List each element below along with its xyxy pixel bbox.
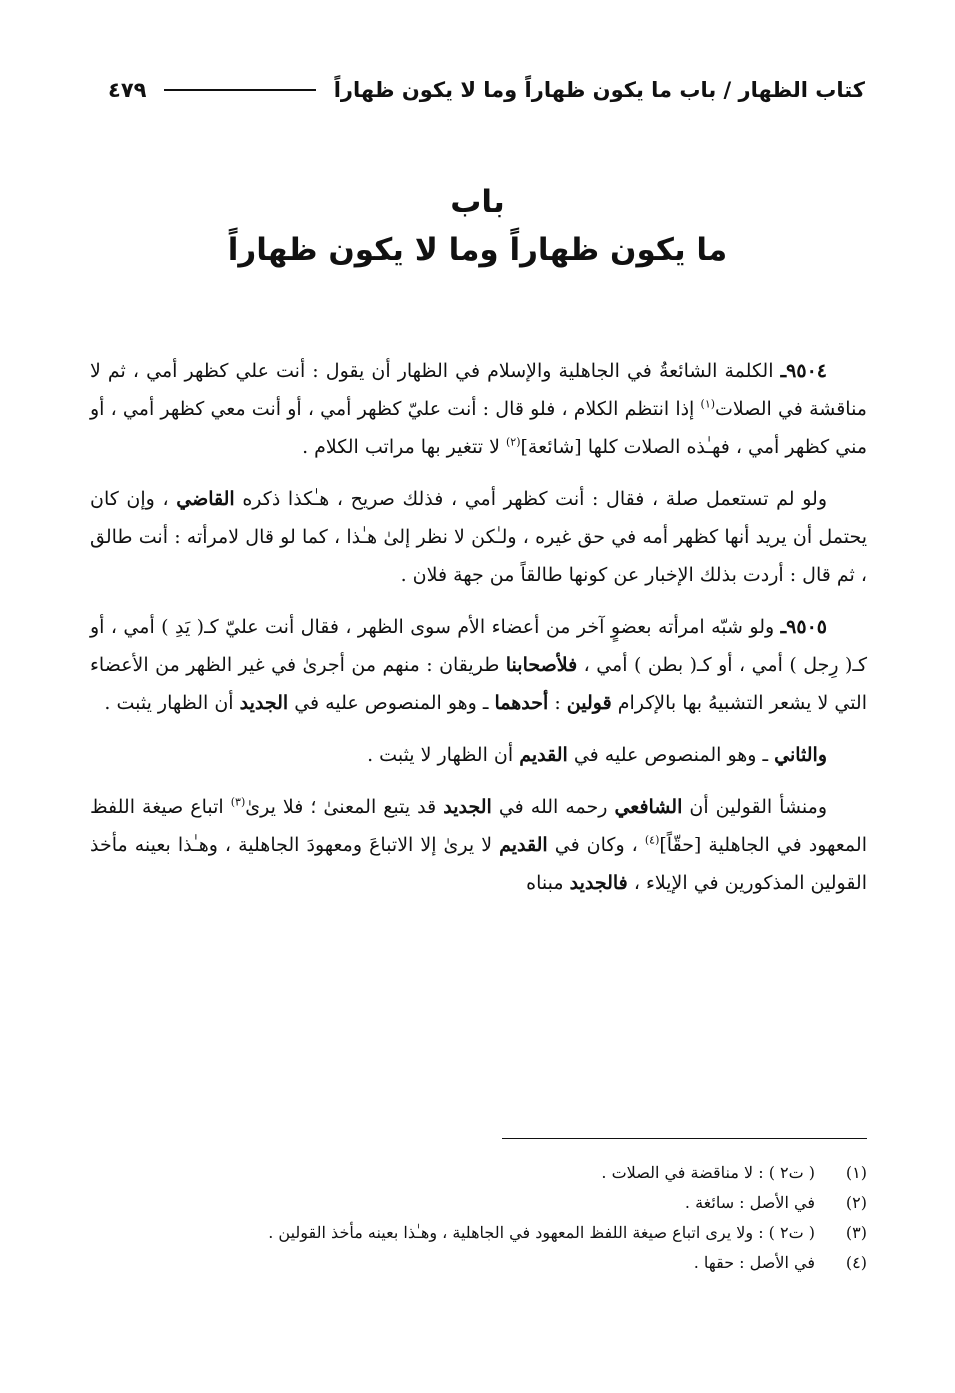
bold-term: القديم — [499, 834, 548, 856]
footnote-text: في الأصل : حقها . — [693, 1253, 815, 1272]
paragraph-text: اتباع صيغة اللفظ المعهود في الجاهلية [حقّاً] — [90, 796, 867, 856]
paragraph-text: إذا انتظم الكلام ، فلو قال : أنت عليّ كظهر أمي ، أو أنت معي كظهر أمي ، أو مني كظهر أمي ، فهـٰذه الصلات كلها [شائعة] — [90, 398, 867, 458]
footnote-number: (٤) — [845, 1253, 867, 1272]
issue-number: ٩٥٠٥ـ — [780, 616, 827, 638]
running-header — [108, 72, 865, 108]
bold-term: أحدهما — [494, 692, 549, 714]
bold-term: والثاني — [774, 744, 827, 766]
bold-term: فلأصحابنا — [505, 654, 578, 676]
paragraph-text: ـ وهو المنصوص عليه في — [567, 744, 775, 766]
footnote — [90, 1218, 867, 1248]
paragraph-text: ولو شبّه امرأته بعضوٍ آخر من أعضاء الأم سوى الظهر ، فقال أنت عليّ كـ( يَدِ ) أمي ، أو كـ( رِجل ) أمي ، أو كـ( بطن ) أمي ، — [90, 616, 867, 676]
paragraph-text: مبناه — [526, 872, 570, 894]
bold-term: الجديد — [239, 692, 289, 714]
paragraph-9505 — [90, 608, 867, 722]
chapter-label: باب — [450, 184, 505, 220]
bold-term: الشافعي — [614, 796, 683, 818]
chapter-heading — [90, 180, 865, 276]
paragraph-text: ، وكان في — [547, 834, 645, 856]
running-title: كتاب الظهار / باب ما يكون ظهاراً وما لا يكون ظهاراً — [333, 78, 865, 102]
paragraph-sarih — [90, 480, 867, 594]
paragraph-text: أن الظهار يثبت . — [104, 692, 240, 714]
footnote-text: ( ت٢ ) : لا مناقضة في الصلات . — [601, 1163, 815, 1182]
issue-number: ٩٥٠٤ـ — [780, 360, 827, 382]
bold-term: القديم — [519, 744, 568, 766]
paragraph-9504 — [90, 352, 867, 466]
footnote-ref: (٤) — [644, 833, 660, 847]
paragraph-text: ، وإن كان يحتمل أن يريد أنها كظهر أمه في حق غيره ، ولـٰكن لا نظر إلىٰ هـٰذا ، كما لو قال لامرأته : أنت طالق ، ثم قال : أردت بذلك الإخبار عن كونها طالقاً من جهة فلان . — [90, 488, 867, 586]
footnote-text: ( ت٢ ) : ولا يرى اتباع صيغة اللفظ المعهود في الجاهلية ، وهـٰذا بعينه مأخذ القولين . — [268, 1223, 815, 1242]
footnote-text: في الأصل : سائغة . — [684, 1193, 815, 1212]
footnote — [90, 1158, 867, 1188]
paragraph-text: أن الظهار لا يثبت . — [367, 744, 520, 766]
footnote-number: (٢) — [845, 1193, 867, 1212]
paragraph-text: قد يتبع المعنىٰ ؛ فلا يرىٰ — [245, 796, 444, 818]
header-rule — [164, 89, 315, 91]
paragraph-text: : — [548, 692, 567, 714]
page-number: ٤٧٩ — [108, 78, 147, 102]
paragraph-text: ـ وهو المنصوص عليه في — [288, 692, 495, 714]
footnote — [90, 1248, 867, 1278]
paragraph-origin — [90, 788, 867, 902]
footnote — [90, 1188, 867, 1218]
paragraph-text: لا يرىٰ إلا الاتباعَ ومعهودَ الجاهلية ، وهـٰذا بعينه مأخذ القولين المذكورين في الإيلاء ، — [90, 834, 867, 894]
paragraph-text: رحمه الله في — [491, 796, 615, 818]
footnote-ref: (٢) — [506, 435, 521, 449]
chapter-title: ما يكون ظهاراً وما لا يكون ظهاراً — [227, 232, 728, 268]
bold-term: القاضي — [176, 488, 235, 510]
footnote-divider — [502, 1138, 867, 1139]
footnote-number: (١) — [845, 1163, 867, 1182]
bold-term: الجديد — [443, 796, 492, 818]
footnotes — [90, 1158, 867, 1278]
paragraph-text: لا تتغير بها مراتب الكلام . — [302, 436, 506, 458]
paragraph-text: الكلمة الشائعةُ في الجاهلية والإسلام في الظهار أن يقول : أنت علي كظهر أمي ، ثم لا مناقشة في الصلات — [90, 360, 867, 420]
bold-term: فالجديد — [569, 872, 628, 894]
footnote-ref: (٣) — [230, 795, 246, 809]
bold-term: قولين — [566, 692, 612, 714]
paragraph-second-opinion — [90, 736, 867, 774]
footnote-number: (٣) — [845, 1223, 867, 1242]
paragraph-text: طريقان : منهم من أجرىٰ في غير الظهر من الأعضاء التي لا يشعر التشبيهُ بها بالإكرام — [90, 654, 867, 714]
paragraph-text: ومنشأ القولين أن — [682, 796, 827, 818]
footnote-ref: (١) — [700, 397, 716, 411]
body-text — [90, 352, 867, 916]
paragraph-text: ولو لم تستعمل صلة ، فقال : أنت كظهر أمي ، فذلك صريح ، هـٰكذا ذكره — [234, 488, 827, 510]
